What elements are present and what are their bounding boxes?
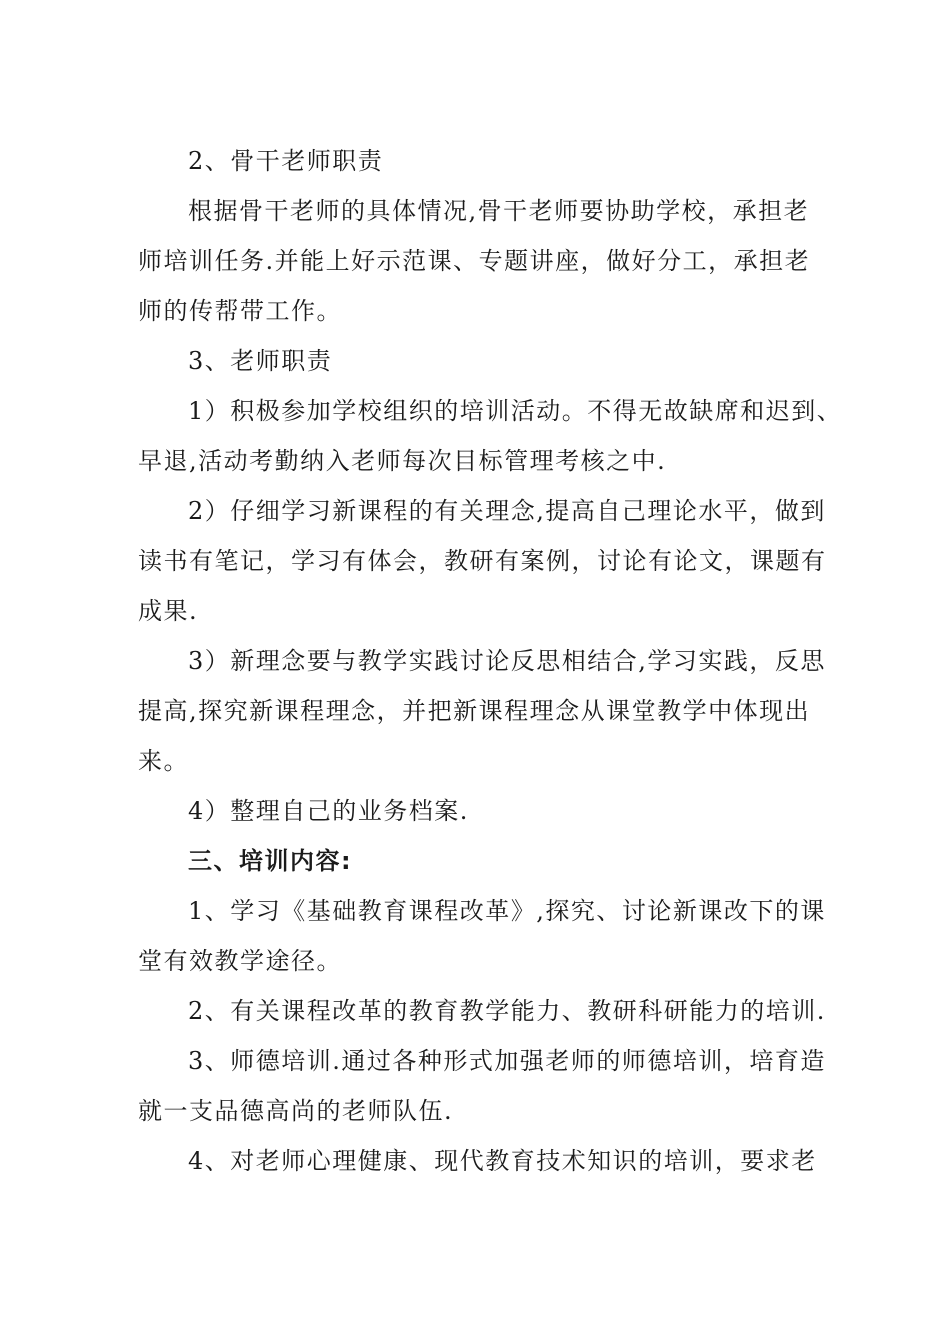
- section-heading-training-content: 三、培训内容:: [188, 847, 353, 875]
- paragraph-line: 就一支品德高尚的老师队伍.: [138, 1097, 454, 1125]
- section-heading-key-teacher-duties: 2、骨干老师职责: [188, 147, 384, 175]
- paragraph-line: 读书有笔记，学习有体会，教研有案例，讨论有论文，课题有: [138, 547, 827, 575]
- paragraph-line: 师培训任务.并能上好示范课、专题讲座，做好分工，承担老: [138, 247, 811, 275]
- paragraph-line: 来。: [138, 747, 189, 775]
- document-body: [138, 136, 850, 1186]
- paragraph-line: 3、师德培训.通过各种形式加强老师的师德培训，培育造: [188, 1047, 826, 1075]
- section-heading-teacher-duties: 3、老师职责: [188, 347, 333, 375]
- paragraph-line: 2、有关课程改革的教育教学能力、教研科研能力的培训.: [188, 997, 826, 1025]
- paragraph-line: 4）整理自己的业务档案.: [188, 797, 469, 825]
- paragraph-line: 2）仔细学习新课程的有关理念,提高自己理论水平，做到: [188, 497, 826, 525]
- paragraph-line: 师的传帮带工作。: [138, 297, 342, 325]
- paragraph-line: 4、对老师心理健康、现代教育技术知识的培训，要求老: [188, 1147, 817, 1175]
- paragraph-line: 1）积极参加学校组织的培训活动。不得无故缺席和迟到、: [188, 397, 843, 425]
- paragraph-line: 3）新理念要与教学实践讨论反思相结合,学习实践，反思: [188, 647, 826, 675]
- paragraph-line: 提高,探究新课程理念，并把新课程理念从课堂教学中体现出: [138, 697, 811, 725]
- paragraph-line: 早退,活动考勤纳入老师每次目标管理考核之中.: [138, 447, 667, 475]
- paragraph-line: 堂有效教学途径。: [138, 947, 342, 975]
- paragraph-line: 根据骨干老师的具体情况,骨干老师要协助学校，承担老: [188, 197, 810, 225]
- paragraph-line: 成果.: [138, 597, 199, 625]
- paragraph-line: 1、学习《基础教育课程改革》,探究、讨论新课改下的课: [188, 897, 826, 925]
